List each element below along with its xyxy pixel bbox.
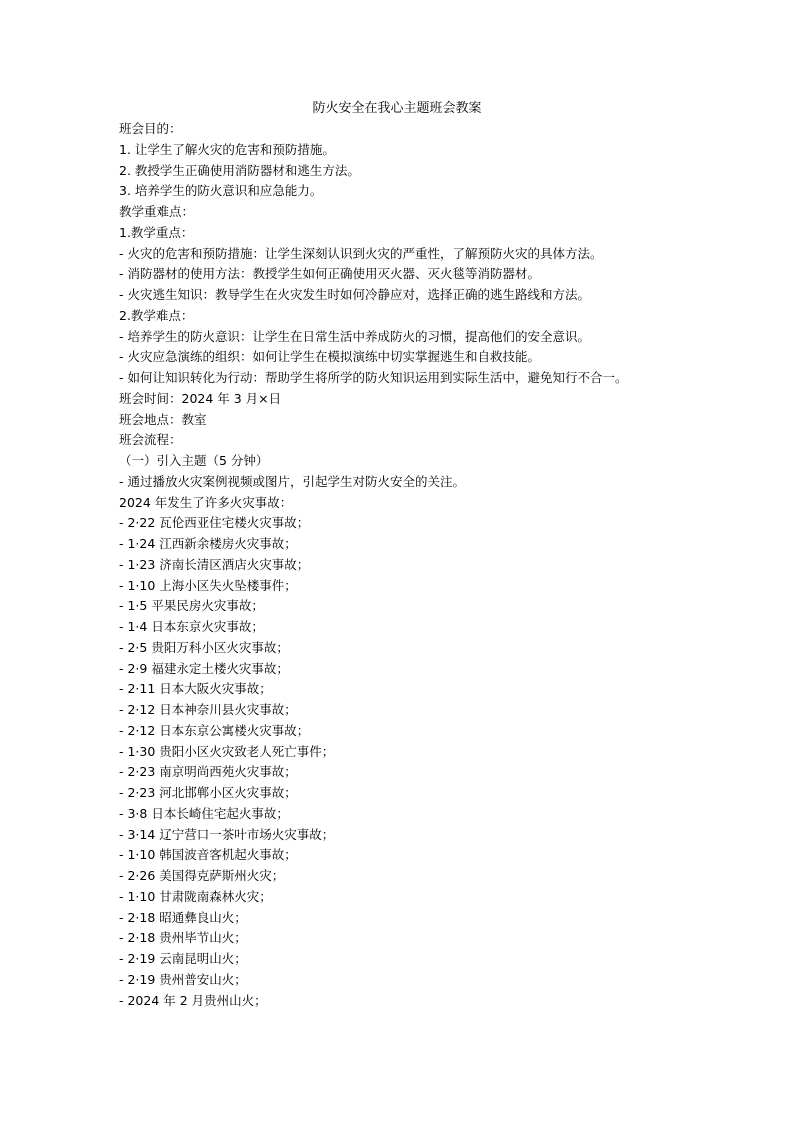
document-body (119, 119, 719, 1011)
document-line: - 2024 年 2 月贵州山火； (119, 992, 267, 1008)
document-line: - 1·24 江西新余楼房火灾事故； (119, 536, 297, 551)
document-title: 防火安全在我心主题班会教案 (312, 101, 482, 116)
document-line: - 1·10 上海小区失火坠楼事件； (119, 577, 297, 593)
document-line: - 2·5 贵阳万科小区火灾事故； (119, 639, 289, 655)
document-line: - 2·22 瓦伦西亚住宅楼火灾事故； (119, 515, 310, 531)
document-line: 1.教学重点： (119, 224, 194, 240)
document-line: - 消防器材的使用方法：教授学生如何正确使用灭火器、灭火毯等消防器材。 (119, 266, 540, 282)
document-line: - 1·10 甘肃陇南森林火灾； (119, 888, 272, 904)
document-line: - 2·26 美国得克萨斯州火灾； (119, 868, 285, 883)
document-line: - 1·4 日本东京火灾事故； (119, 619, 264, 634)
document-line: - 2·23 河北邯郸小区火灾事故； (119, 785, 297, 800)
document-line: 教学重难点： (119, 204, 195, 219)
document-line: - 2·19 云南昆明山火； (119, 951, 247, 966)
document-line: - 3·14 辽宁营口一茶叶市场火灾事故； (119, 826, 335, 842)
document-line: - 火灾逃生知识：教导学生在火灾发生时如何冷静应对，选择正确的逃生路线和方法。 (119, 287, 590, 302)
document-line: 2. 教授学生正确使用消防器材和逃生方法。 (119, 162, 360, 178)
document-line: - 1·30 贵阳小区火灾致老人死亡事件； (119, 743, 335, 759)
document-line: - 2·12 日本东京公寓楼火灾事故； (119, 722, 310, 738)
document-line: 2.教学难点： (119, 307, 194, 323)
document-line: - 3·8 日本长崎住宅起火事故； (119, 805, 289, 821)
document-line: - 培养学生的防火意识：让学生在日常生活中养成防火的习惯，提高他们的安全意识。 (119, 328, 590, 344)
document-line: - 2·18 昭通彝良山火； (119, 909, 247, 925)
document-line: - 火灾应急演练的组织：如何让学生在模拟演练中切实掌握逃生和自救技能。 (119, 349, 540, 365)
document-line: - 1·5 平果民房火灾事故； (119, 598, 264, 614)
document-line: 1. 让学生了解火灾的危害和预防措施。 (119, 141, 335, 157)
document-line: 2024 年发生了许多火灾事故： (119, 494, 293, 510)
document-line: - 1·10 韩国波音客机起火事故； (119, 847, 297, 863)
document-line: - 2·23 南京明尚西苑火灾事故； (119, 764, 297, 780)
document-line: 班会目的： (119, 121, 182, 136)
document-line: - 2·11 日本大阪火灾事故； (119, 681, 272, 697)
document-line: - 通过播放火灾案例视频或图片，引起学生对防火安全的关注。 (119, 473, 465, 489)
document-line: - 2·9 福建永定土楼火灾事故； (119, 660, 289, 676)
document-line: 班会时间：2024 年 3 月×日 (119, 390, 282, 406)
document-line: - 1·23 济南长清区酒店火灾事故； (119, 556, 310, 572)
document-line: - 2·19 贵州普安山火； (119, 971, 247, 987)
document-line: - 如何让知识转化为行动：帮助学生将所学的防火知识运用到实际生活中，避免知行不合一。 (119, 370, 628, 385)
document-line: 班会地点：教室 (119, 411, 207, 427)
document-line: - 火灾的危害和预防措施：让学生深刻认识到火灾的严重性，了解预防火灾的具体方法。 (119, 245, 603, 261)
document-line: （一）引入主题（5 分钟） (119, 453, 269, 468)
document-line: 3. 培养学生的防火意识和应急能力。 (119, 183, 323, 199)
document-line: - 2·12 日本神奈川县火灾事故； (119, 702, 297, 717)
document-line: 班会流程： (119, 432, 182, 448)
document-line: - 2·18 贵州毕节山火； (119, 930, 247, 946)
